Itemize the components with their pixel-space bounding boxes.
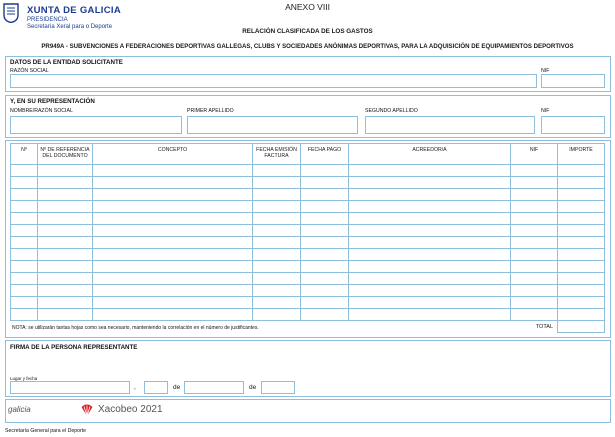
table-cell[interactable] xyxy=(93,273,253,285)
table-cell[interactable] xyxy=(93,177,253,189)
table-cell[interactable] xyxy=(349,249,511,261)
table-cell[interactable] xyxy=(558,177,605,189)
table-cell[interactable] xyxy=(11,261,38,273)
rep-name-field[interactable] xyxy=(10,116,182,134)
table-cell[interactable] xyxy=(38,213,93,225)
de-separator-1: de xyxy=(173,384,181,391)
table-cell[interactable] xyxy=(511,297,558,309)
table-cell[interactable] xyxy=(11,201,38,213)
table-cell[interactable] xyxy=(11,249,38,261)
procedure-title: PR949A - SUBVENCIONES A FEDERACIONES DEPORTIVAS GALLEGAS, CLUBS Y SOCIEDADES ANÓNIMAS DEPORTIVAS, PARA LA ADQUISICIÓN DE EQUIPAMIENTOS DEPORTIVOS xyxy=(41,43,574,50)
table-cell[interactable] xyxy=(511,225,558,237)
header-creditor: ACREEDOR/A xyxy=(349,144,511,165)
header-reference: Nº DE REFERENCIA DEL DOCUMENTO xyxy=(38,144,93,165)
table-cell[interactable] xyxy=(301,201,349,213)
table-row xyxy=(11,177,605,189)
table-cell[interactable] xyxy=(93,285,253,297)
table-cell[interactable] xyxy=(11,309,38,321)
table-cell[interactable] xyxy=(301,189,349,201)
table-row xyxy=(11,213,605,225)
table-cell[interactable] xyxy=(253,189,301,201)
table-cell[interactable] xyxy=(349,201,511,213)
table-cell[interactable] xyxy=(38,225,93,237)
razon-social-field[interactable] xyxy=(10,74,537,88)
table-cell[interactable] xyxy=(511,249,558,261)
header-num: Nº xyxy=(11,144,38,165)
table-cell[interactable] xyxy=(301,225,349,237)
annex-label: ANEXO VIII xyxy=(285,2,330,12)
table-cell[interactable] xyxy=(93,309,253,321)
table-cell[interactable] xyxy=(511,261,558,273)
table-cell[interactable] xyxy=(511,273,558,285)
table-cell[interactable] xyxy=(511,213,558,225)
table-cell[interactable] xyxy=(349,297,511,309)
table-cell[interactable] xyxy=(511,189,558,201)
table-cell[interactable] xyxy=(253,261,301,273)
table-cell[interactable] xyxy=(253,225,301,237)
de-separator-2: de xyxy=(249,384,257,391)
table-cell[interactable] xyxy=(301,237,349,249)
table-cell[interactable] xyxy=(253,165,301,177)
table-cell[interactable] xyxy=(558,249,605,261)
header-amount: IMPORTE xyxy=(558,144,605,165)
table-cell[interactable] xyxy=(511,165,558,177)
table-cell[interactable] xyxy=(301,213,349,225)
table-cell[interactable] xyxy=(349,309,511,321)
table-cell[interactable] xyxy=(349,213,511,225)
table-cell[interactable] xyxy=(93,189,253,201)
table-cell[interactable] xyxy=(511,237,558,249)
table-cell[interactable] xyxy=(558,261,605,273)
table-row xyxy=(11,309,605,321)
rep-first-surname-field[interactable] xyxy=(187,116,358,134)
table-cell[interactable] xyxy=(301,177,349,189)
table-cell[interactable] xyxy=(558,309,605,321)
table-cell[interactable] xyxy=(511,309,558,321)
table-row xyxy=(11,297,605,309)
table-cell[interactable] xyxy=(38,189,93,201)
table-cell[interactable] xyxy=(253,177,301,189)
blank-cell xyxy=(301,321,349,333)
month-field[interactable] xyxy=(184,381,244,394)
entity-nif-field[interactable] xyxy=(541,74,605,88)
table-cell[interactable] xyxy=(93,225,253,237)
table-cell[interactable] xyxy=(301,309,349,321)
day-field[interactable] xyxy=(144,381,168,394)
footer-agency: Secretaría General para el Deporte xyxy=(5,428,87,434)
table-cell[interactable] xyxy=(11,189,38,201)
table-cell[interactable] xyxy=(349,237,511,249)
document-title: RELACIÓN CLASIFICADA DE LOS GASTOS xyxy=(242,28,373,35)
table-cell[interactable] xyxy=(38,297,93,309)
xacobeo-scallop-icon xyxy=(80,403,94,417)
year-field[interactable] xyxy=(261,381,295,394)
org-department: PRESIDENCIA xyxy=(27,17,68,23)
rep-first-surname-label: PRIMER APELLIDO xyxy=(187,108,234,114)
table-cell[interactable] xyxy=(38,285,93,297)
rep-nif-field[interactable] xyxy=(541,116,605,134)
table-cell[interactable] xyxy=(349,273,511,285)
header-nif: NIF xyxy=(511,144,558,165)
table-cell[interactable] xyxy=(93,297,253,309)
table-cell[interactable] xyxy=(11,225,38,237)
table-cell[interactable] xyxy=(349,285,511,297)
table-cell[interactable] xyxy=(93,261,253,273)
table-cell[interactable] xyxy=(11,297,38,309)
table-cell[interactable] xyxy=(253,237,301,249)
table-cell[interactable] xyxy=(301,249,349,261)
table-cell[interactable] xyxy=(253,285,301,297)
xacobeo-text: Xacobeo 2021 xyxy=(98,404,163,415)
table-cell[interactable] xyxy=(253,297,301,309)
table-cell[interactable] xyxy=(253,213,301,225)
table-row xyxy=(11,237,605,249)
representative-section-title: Y, EN SU REPRESENTACIÓN xyxy=(10,98,95,105)
table-cell[interactable] xyxy=(558,237,605,249)
razon-social-label: RAZÓN SOCIAL xyxy=(10,68,49,74)
table-cell[interactable] xyxy=(93,165,253,177)
table-row xyxy=(11,249,605,261)
table-cell[interactable] xyxy=(301,165,349,177)
table-cell[interactable] xyxy=(558,285,605,297)
table-cell[interactable] xyxy=(511,285,558,297)
table-header-row xyxy=(11,144,605,165)
galicia-logo: galicia xyxy=(8,405,31,414)
table-cell[interactable] xyxy=(349,177,511,189)
table-cell[interactable] xyxy=(93,249,253,261)
place-field[interactable] xyxy=(10,381,130,394)
table-cell[interactable] xyxy=(38,201,93,213)
table-cell[interactable] xyxy=(558,189,605,201)
table-row xyxy=(11,273,605,285)
blank-cell xyxy=(253,321,301,333)
table-cell[interactable] xyxy=(301,297,349,309)
total-amount-field[interactable] xyxy=(558,321,605,333)
table-cell[interactable] xyxy=(93,213,253,225)
table-row xyxy=(11,189,605,201)
table-cell[interactable] xyxy=(301,273,349,285)
table-cell[interactable] xyxy=(349,261,511,273)
table-cell[interactable] xyxy=(558,201,605,213)
table-cell[interactable] xyxy=(11,165,38,177)
table-cell[interactable] xyxy=(558,273,605,285)
org-name: XUNTA DE GALICIA xyxy=(27,5,121,16)
table-cell[interactable] xyxy=(11,237,38,249)
footer-section xyxy=(5,399,611,423)
table-cell[interactable] xyxy=(11,273,38,285)
entity-section-title: DATOS DE LA ENTIDAD SOLICITANTE xyxy=(10,59,123,66)
rep-nif-label: NIF xyxy=(541,108,550,114)
table-row xyxy=(11,285,605,297)
table-cell[interactable] xyxy=(558,225,605,237)
table-cell[interactable] xyxy=(558,213,605,225)
table-cell[interactable] xyxy=(301,285,349,297)
table-note: NOTA: se utilizarán tantas hojas como sea necesario, manteniendo la correlación en el número de justificantes. xyxy=(12,325,259,331)
table-cell[interactable] xyxy=(38,261,93,273)
document-header xyxy=(0,0,615,40)
blank-cell xyxy=(349,321,511,333)
rep-name-label: NOMBRE/RAZÓN SOCIAL xyxy=(10,108,73,114)
table-cell[interactable] xyxy=(11,177,38,189)
signature-section-title: FIRMA DE LA PERSONA REPRESENTANTE xyxy=(10,344,138,351)
expenses-table xyxy=(10,143,605,333)
table-cell[interactable] xyxy=(38,249,93,261)
table-row xyxy=(11,201,605,213)
table-cell[interactable] xyxy=(11,213,38,225)
table-cell[interactable] xyxy=(558,297,605,309)
expenses-table-body xyxy=(11,165,605,333)
table-cell[interactable] xyxy=(349,165,511,177)
rep-second-surname-label: SEGUNDO APELLIDO xyxy=(365,108,418,114)
table-cell[interactable] xyxy=(253,309,301,321)
entity-nif-label: NIF xyxy=(541,68,550,74)
total-label: TOTAL xyxy=(535,323,553,330)
table-cell[interactable] xyxy=(38,273,93,285)
table-cell[interactable] xyxy=(38,177,93,189)
table-row xyxy=(11,225,605,237)
rep-second-surname-field[interactable] xyxy=(365,116,535,134)
header-concept: CONCEPTO xyxy=(93,144,253,165)
table-cell[interactable] xyxy=(38,237,93,249)
table-cell[interactable] xyxy=(558,165,605,177)
table-cell[interactable] xyxy=(349,225,511,237)
table-cell[interactable] xyxy=(253,273,301,285)
table-cell[interactable] xyxy=(253,201,301,213)
org-subdepartment: Secretaría Xeral para o Deporte xyxy=(27,24,113,30)
table-cell[interactable] xyxy=(11,285,38,297)
header-issue-date: FECHA EMISIÓN FACTURA xyxy=(253,144,301,165)
table-cell[interactable] xyxy=(93,201,253,213)
place-date-label: Lugar y fecha xyxy=(10,376,38,381)
table-cell[interactable] xyxy=(38,165,93,177)
table-cell[interactable] xyxy=(511,177,558,189)
table-cell[interactable] xyxy=(93,237,253,249)
table-row xyxy=(11,165,605,177)
comma-separator: , xyxy=(134,384,136,391)
table-row xyxy=(11,261,605,273)
table-cell[interactable] xyxy=(38,309,93,321)
table-cell[interactable] xyxy=(349,189,511,201)
table-cell[interactable] xyxy=(511,201,558,213)
header-payment-date: FECHA PAGO xyxy=(301,144,349,165)
table-cell[interactable] xyxy=(301,261,349,273)
table-cell[interactable] xyxy=(253,249,301,261)
